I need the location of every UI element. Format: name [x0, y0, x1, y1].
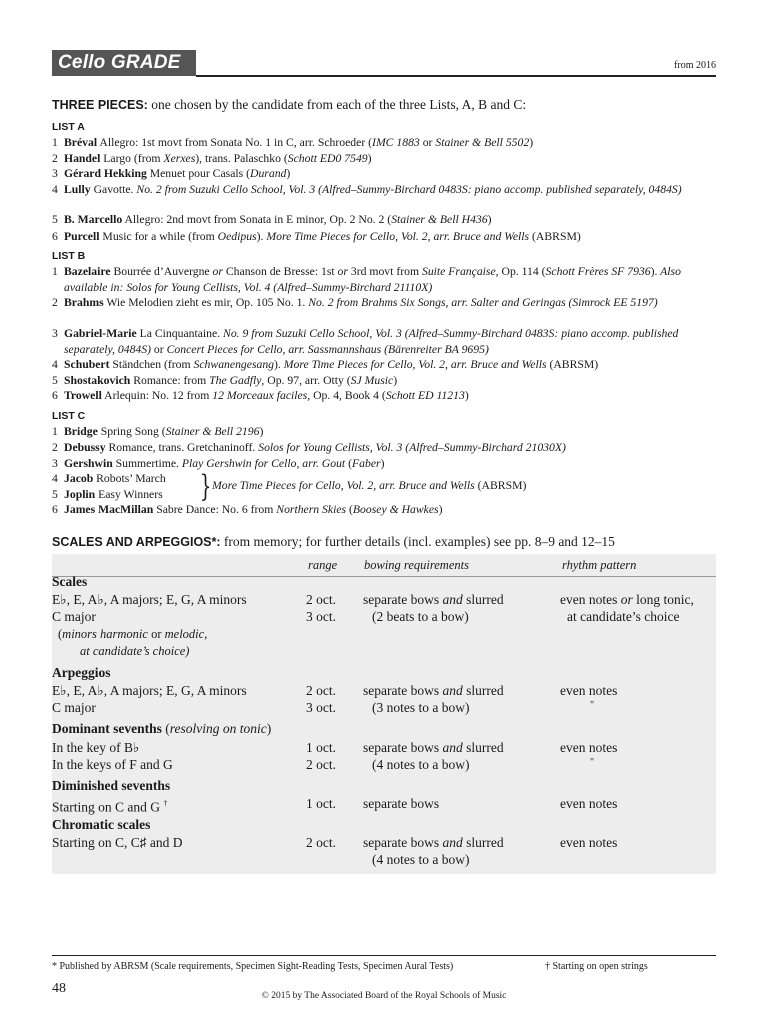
- list-item: 4 Schubert Ständchen (from Schwanengesang). More Time Pieces for Cello, Vol. 2, arr. Bruce and Wells (ABRSM): [52, 358, 599, 371]
- list-item: 4 Lully Gavotte. No. 2 from Suzuki Cello School, Vol. 3 (Alfred–Summy-Birchard 0483S: piano accomp. published separately, 0484S): [52, 183, 682, 196]
- table-cell: separate bows: [363, 796, 440, 811]
- three-pieces-title: THREE PIECES:: [52, 98, 148, 112]
- three-pieces-heading: [52, 97, 526, 113]
- table-cell: even notes: [560, 835, 618, 850]
- section-scales: Scales: [52, 574, 88, 589]
- table-cell: E♭, E, A♭, A majors; E, G, A minors: [52, 683, 247, 698]
- table-cell: (2 beats to a bow): [372, 609, 469, 624]
- table-cell: even notes or long tonic,: [560, 592, 694, 607]
- ditto-mark: ": [590, 700, 595, 711]
- shared-publication: More Time Pieces for Cello, Vol. 2, arr. Bruce and Wells (ABRSM): [212, 479, 527, 492]
- list-item: 5 Shostakovich Romance: from The Gadfly, Op. 97, arr. Otty (SJ Music): [52, 374, 398, 387]
- table-cell: at candidate’s choice): [80, 644, 190, 658]
- table-cell: E♭, E, A♭, A majors; E, G, A minors: [52, 592, 247, 607]
- section-dominant-sevenths: Dominant sevenths (resolving on tonic): [52, 721, 272, 736]
- list-b-label: LIST B: [52, 250, 86, 262]
- table-cell: 2 oct.: [306, 683, 336, 698]
- table-cell: C major: [52, 609, 96, 624]
- header-range: range: [308, 558, 338, 572]
- header-rhythm: rhythm pattern: [562, 558, 637, 572]
- table-cell: 2 oct.: [306, 757, 336, 772]
- list-item: 5 Joplin Easy Winners: [52, 488, 163, 501]
- footer-rule: [52, 955, 716, 956]
- list-item: 6 Trowell Arlequin: No. 12 from 12 Morceaux faciles, Op. 4, Book 4 (Schott ED 11213): [52, 389, 469, 402]
- scales-heading: [52, 534, 615, 550]
- list-a-label: LIST A: [52, 121, 85, 133]
- section-arpeggios: Arpeggios: [52, 665, 111, 680]
- table-cell: (minors harmonic or melodic,: [58, 627, 208, 641]
- list-item: 2 Debussy Romance, trans. Gretchaninoff. Solos for Young Cellists, Vol. 3 (Alfred–Summy-Birchard 21030X): [52, 441, 566, 454]
- grade-title: Cello GRADE 5: [52, 50, 196, 76]
- table-cell: Starting on C and G †: [52, 799, 168, 815]
- scales-table: [52, 554, 716, 874]
- table-cell: separate bows and slurred: [363, 835, 504, 850]
- table-cell: even notes: [560, 796, 618, 811]
- brace-mark: }: [199, 469, 212, 504]
- list-item: 4 Jacob Robots’ March: [52, 472, 166, 485]
- copyright: © 2015 by The Associated Board of the Royal Schools of Music: [261, 991, 507, 1001]
- list-item: 3 Gabriel-Marie La Cinquantaine. No. 9 from Suzuki Cello School, Vol. 3 (Alfred–Summy-Birchard 0483S: piano accomp. published separately, 0484S) or Concert Pieces for Cello, arr. Sassmannshaus (Bärenreiter BA 9695): [52, 327, 679, 356]
- list-item: 1 Bazelaire Bourrée d’Auvergne or Chanson de Bresse: 1st or 3rd movt from Suite Française, Op. 114 (Schott Frères SF 7936). Also available in: Solos for Young Cellists, Vol. 4 (Alfred–Summy-Birchard 21110X): [52, 265, 681, 294]
- table-cell: (4 notes to a bow): [372, 852, 470, 867]
- table-cell: 1 oct.: [306, 796, 336, 811]
- table-cell: (3 notes to a bow): [372, 700, 470, 715]
- table-cell: 2 oct.: [306, 835, 336, 850]
- from-year: from 2016: [674, 60, 716, 71]
- list-c-label: LIST C: [52, 410, 86, 422]
- table-cell: In the key of B♭: [52, 740, 140, 755]
- list-item: 5 B. Marcello Allegro: 2nd movt from Sonata in E minor, Op. 2 No. 2 (Stainer & Bell H436): [52, 213, 492, 226]
- ditto-mark: ": [590, 757, 595, 768]
- page-number: 48: [52, 981, 66, 996]
- table-cell: In the keys of F and G: [52, 757, 173, 772]
- list-item: 1 Bridge Spring Song (Stainer & Bell 2196): [52, 425, 264, 438]
- table-cell: 2 oct.: [306, 592, 336, 607]
- list-item: 1 Bréval Allegro: 1st movt from Sonata No. 1 in C, arr. Schroeder (IMC 1883 or Stainer & Bell 5502): [52, 136, 534, 149]
- three-pieces-desc: one chosen by the candidate from each of the three Lists, A, B and C:: [147, 97, 527, 112]
- header-rule: [196, 75, 716, 77]
- list-item: 2 Brahms Wie Melodien zieht es mir, Op. 105 No. 1. No. 2 from Brahms Six Songs, arr. Salter and Geringas (Simrock EE 5197): [52, 296, 658, 309]
- table-cell: even notes: [560, 740, 618, 755]
- footnote-published: * Published by ABRSM (Scale requirements, Specimen Sight-Reading Tests, Specimen Aural Tests): [52, 961, 454, 972]
- scales-title: SCALES AND ARPEGGIOS*:: [52, 535, 221, 549]
- table-cell: Starting on C, C♯ and D: [52, 835, 183, 850]
- table-cell: even notes: [560, 683, 618, 698]
- table-cell: 1 oct.: [306, 740, 336, 755]
- table-cell: separate bows and slurred: [363, 592, 504, 607]
- table-cell: separate bows and slurred: [363, 683, 504, 698]
- table-cell: separate bows and slurred: [363, 740, 504, 755]
- list-item: 6 James MacMillan Sabre Dance: No. 6 from Northern Skies (Boosey & Hawkes): [52, 503, 443, 516]
- table-cell: 3 oct.: [306, 609, 336, 624]
- section-diminished-sevenths: Diminished sevenths: [52, 778, 171, 793]
- table-cell: at candidate’s choice: [567, 609, 680, 624]
- list-item: 3 Gérard Hekking Menuet pour Casals (Durand): [52, 167, 291, 180]
- table-cell: (4 notes to a bow): [372, 757, 470, 772]
- list-item: 2 Handel Largo (from Xerxes), trans. Palaschko (Schott ED0 7549): [52, 152, 372, 165]
- scales-desc: from memory; for further details (incl. examples) see pp. 8–9 and 12–15: [220, 534, 615, 549]
- header-bowing: bowing requirements: [364, 558, 469, 572]
- table-header-rule: [52, 576, 716, 577]
- section-chromatic-scales: Chromatic scales: [52, 817, 151, 832]
- footnote-open-strings: † Starting on open strings: [545, 961, 648, 972]
- list-item: 6 Purcell Music for a while (from Oedipus). More Time Pieces for Cello, Vol. 2, arr. Bruce and Wells (ABRSM): [52, 230, 581, 243]
- list-item: 3 Gershwin Summertime. Play Gershwin for Cello, arr. Gout (Faber): [52, 457, 385, 470]
- table-cell: 3 oct.: [306, 700, 336, 715]
- table-cell: C major: [52, 700, 96, 715]
